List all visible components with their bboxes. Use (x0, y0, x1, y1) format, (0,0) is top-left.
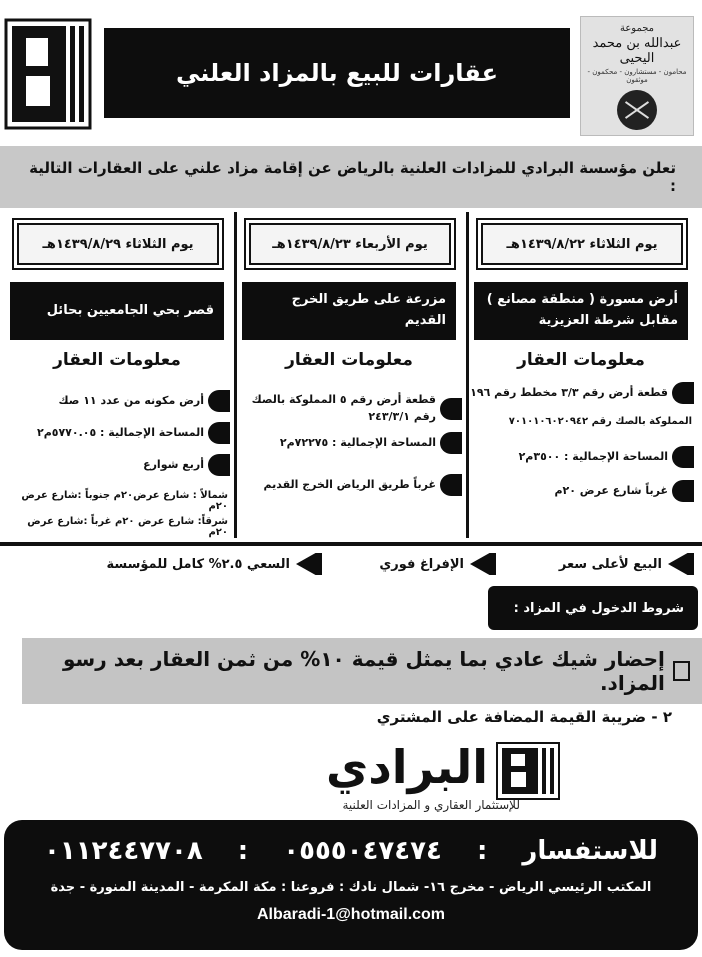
property-title-line1: أرض مسورة ( منطقة مصانع ) (486, 292, 678, 308)
bullet-arrow-icon (208, 454, 230, 476)
bullet-arrow-icon (672, 382, 694, 404)
info-bullet (236, 392, 462, 425)
chevron-icon (668, 553, 694, 575)
info-bullet (236, 432, 462, 454)
property-title-box (10, 282, 224, 340)
property-title-line2: مقابل شرطة العزيزية (538, 313, 678, 328)
bullet-arrow-icon (440, 432, 462, 454)
contact-separator: : (476, 836, 488, 866)
condition-item (106, 552, 322, 576)
seal-line3: محامون - مستشارون - محكمون - موثقون (587, 68, 687, 84)
condition-text: السعي ٢.٥% كامل للمؤسسة (106, 556, 290, 572)
phone-mobile[interactable]: ٠٥٥٥٠٤٧٤٧٤ (283, 836, 442, 866)
auction-date-box (12, 218, 224, 270)
chevron-icon (296, 553, 322, 575)
intro-text: تعلن مؤسسة البرادي للمزادات العلنية بالرياض عن إقامة مزاد علني على العقارات التالية : (0, 146, 702, 208)
auction-date-box (476, 218, 688, 270)
bullet-text: المساحة الإجمالية : ٧٢٢٧٥م٢ (279, 435, 436, 449)
condition-text: الإفراغ فوري (379, 556, 464, 572)
property-title-box (242, 282, 456, 340)
seal-line2: عبدالله بن محمد اليحيى (592, 36, 682, 66)
seal-line1: مجموعة (619, 23, 655, 34)
bullet-arrow-icon (440, 474, 462, 496)
condition-item (559, 552, 694, 576)
bullet-arrow-icon (440, 398, 462, 420)
condition-text: البيع لأعلى سعر (558, 556, 662, 572)
term-1 (22, 638, 702, 704)
swords-emblem-icon (617, 90, 657, 130)
contact-row (44, 836, 658, 866)
info-bullet (468, 480, 694, 502)
brand-logo-icon (496, 742, 560, 800)
contact-separator: : (237, 836, 249, 866)
brand-name: البرادي (326, 740, 488, 794)
contact-label: للاستفسار (522, 836, 658, 866)
page-title: عقارات للبيع بالمزاد العلني (104, 28, 570, 118)
info-bullet (468, 446, 694, 468)
bullet-text: المساحة الإجمالية : ٥٧٧٠.٠٥م٢ (36, 425, 204, 439)
info-title: معلومات العقار (517, 350, 645, 370)
chevron-icon (470, 553, 496, 575)
bullet-text: غرباً طريق الرياض الخرج القديم (263, 477, 436, 491)
bullet-arrow-icon (208, 422, 230, 444)
term-1-text: إحضار شيك عادي بما يمثل قيمة ١٠% من ثمن العقار بعد رسو المزاد. (63, 647, 665, 695)
bullet-text: المساحة الإجمالية : ٣٥٠٠م٢ (518, 449, 668, 463)
company-logo (4, 14, 92, 132)
office-address: المكتب الرئيسي الرياض - مخرج ١٦- شمال نادك : فروعنا : مكة المكرمة - المدينة المنورة - جدة (50, 880, 652, 895)
info-bullet (4, 422, 230, 444)
property-column-2 (236, 216, 462, 534)
bullet-text: أربع شوارع (143, 457, 204, 471)
auction-date-box (244, 218, 456, 270)
contact-footer (4, 820, 698, 950)
info-bullet (236, 474, 462, 496)
bullet-arrow-icon (672, 480, 694, 502)
info-bullet (4, 390, 230, 412)
info-bullet (468, 382, 694, 404)
property-column-3 (4, 216, 230, 538)
law-firm-seal (580, 16, 694, 136)
brand-block (140, 740, 560, 816)
auction-date: يوم الثلاثاء ١٤٣٩/٨/٢٢هـ (481, 223, 683, 265)
property-title-line1: مزرعة على طريق الخرج القديم (291, 292, 446, 328)
condition-item (379, 552, 496, 576)
property-column-1 (468, 216, 694, 534)
street-info-line: شمالاً : شارع عرض٢٠م جنوباً :شارع عرض ٢٠م (21, 490, 228, 512)
brand-tagline: للإستثمار العقاري و المزادات العلنية (342, 798, 520, 812)
checkbox-icon (673, 661, 690, 681)
entry-terms-label: شروط الدخول في المزاد : (488, 586, 698, 630)
bullet-text: قطعة أرض رقم ٣/٣ مخطط رقم ١٩٦ (470, 385, 668, 399)
term-2: ٢ - ضريبة القيمة المضافة على المشتري (376, 708, 672, 726)
bullet-arrow-icon (672, 446, 694, 468)
auction-date: يوم الأربعاء ١٤٣٩/٨/٢٣هـ (249, 223, 451, 265)
street-info-line: شرقاً: شارع عرض ٢٠م غرباً :شارع عرض ٢٠م (27, 516, 228, 538)
bullet-text: قطعة أرض رقم ٥ المملوكة بالصك رقم ٢٤٣/٣/١ (251, 393, 436, 423)
bullet-arrow-icon (208, 390, 230, 412)
info-title: معلومات العقار (53, 350, 181, 370)
info-bullet (4, 454, 230, 476)
bullet-text: غرباً شارع عرض ٢٠م (554, 483, 668, 497)
section-separator (0, 542, 702, 546)
property-title-line1: قصر بحي الجامعيين بحائل (46, 302, 214, 318)
property-title-box (474, 282, 688, 340)
bullet-text-continued: المملوكة بالصك رقم ٧٠١٠١٠٦٠٢٠٩٤٢ (508, 416, 692, 427)
info-title: معلومات العقار (285, 350, 413, 370)
contact-email[interactable]: Albaradi-1@hotmail.com (256, 906, 446, 923)
phone-landline[interactable]: ٠١١٢٤٤٧٧٠٨ (44, 836, 203, 866)
bullet-text: أرض مكونه من عدد ١١ صك (58, 393, 204, 407)
auction-date: يوم الثلاثاء ١٤٣٩/٨/٢٩هـ (17, 223, 219, 265)
